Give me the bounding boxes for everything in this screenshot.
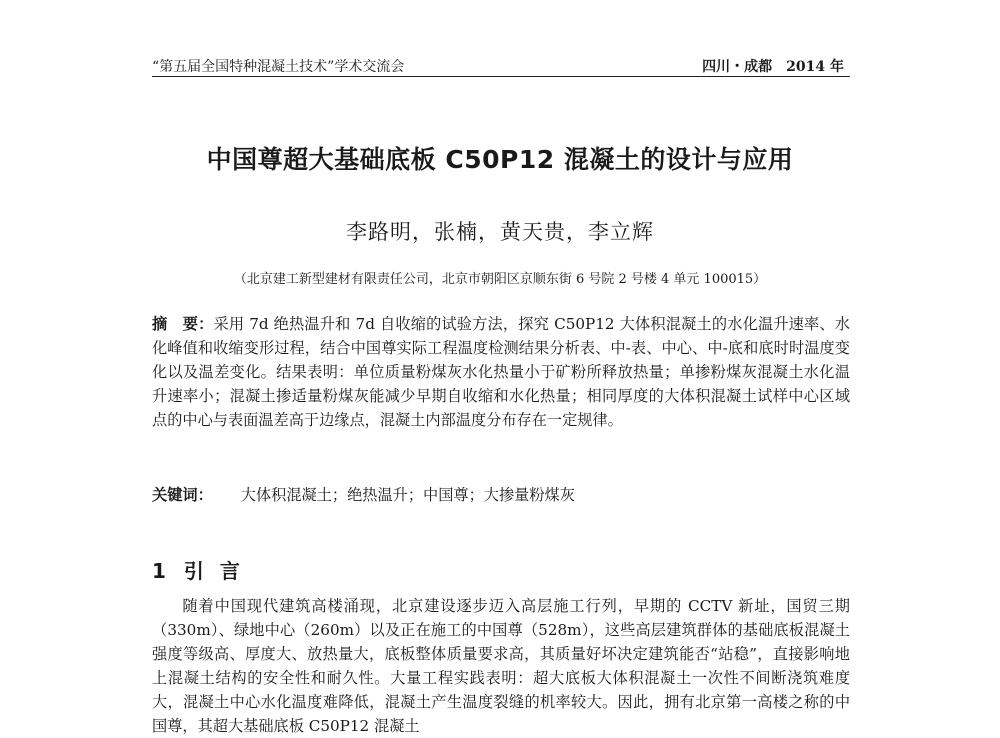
abstract-text: 采用 7d 绝热温升和 7d 自收缩的试验方法，探究 C50P12 大体积混凝土的水化温升速率、水化峰值和收缩变形过程，结合中国尊实际工程温度检测结果分析表、中-表、中心、中-底和底时时温度变化以及温差变化。结果表明：单位质量粉煤灰水化热量小于矿粉所释放热量；单掺粉煤灰混凝土水化温升速率小；混凝土掺适量粉煤灰能减少早期自收缩和水化热量；相同厚度的大体积混凝土试样中心区域点的中心与表面温差高于边缘点，混凝土内部温度分布存在一定规律。 bbox=[152, 315, 850, 429]
keywords-text: 大体积混凝土；绝热温升；中国尊；大掺量粉煤灰 bbox=[240, 486, 575, 504]
abstract bbox=[152, 312, 850, 432]
section-heading-introduction bbox=[152, 555, 256, 584]
author-affiliation: （北京建工新型建材有限责任公司，北京市朝阳区京顺东街 6 号院 2 号楼 4 单元 100015） bbox=[233, 272, 767, 287]
location-year: 四川・成都 2014 年 bbox=[702, 59, 844, 75]
paper-authors: 李路明，张楠，黄天贵，李立辉 bbox=[346, 220, 654, 244]
keywords bbox=[152, 484, 850, 505]
running-header bbox=[152, 50, 850, 77]
paper-title: 中国尊超大基础底板 C50P12 混凝土的设计与应用 bbox=[206, 145, 794, 174]
abstract-label: 摘 要： bbox=[152, 315, 214, 333]
section-title: 引言 bbox=[183, 559, 256, 583]
keywords-label: 关键词： bbox=[152, 486, 213, 504]
section-number: 1 bbox=[152, 559, 166, 583]
introduction-paragraph: 随着中国现代建筑高楼涌现，北京建设逐步迈入高层施工行列，早期的 CCTV 新址，国贸三期（330m）、绿地中心（260m）以及正在施工的中国尊（528m），这些高层建筑群体的基础底板混凝土强度等级高、厚度大、放热量大，底板整体质量要求高，其质量好坏决定建筑能否“站稳”，直接影响地上混凝土结构的安全性和耐久性。大量工程实践表明：超大底板大体积混凝土一次性不间断浇筑难度大，混凝土中心水化温度难降低，混凝土产生温度裂缝的机率较大。因此，拥有北京第一高楼之称的中国尊，其超大基础底板 C50P12 混凝土 bbox=[152, 597, 850, 735]
conference-name: “第五届全国特种混凝土技术”学术交流会 bbox=[152, 59, 405, 75]
